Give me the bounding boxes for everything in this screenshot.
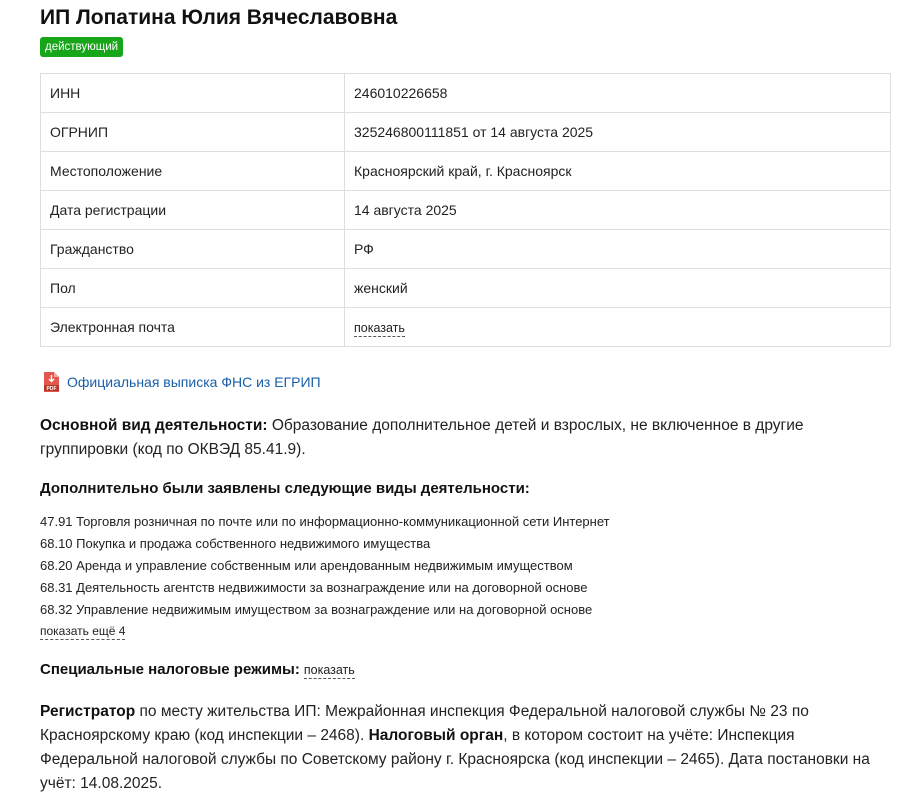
tax-regimes-row <box>40 661 355 678</box>
registration-date-label: Дата регистрации <box>41 191 345 230</box>
show-more-activities-link[interactable]: показать ещё 4 <box>40 624 126 638</box>
main-activity-text: Образование дополнительное детей и взрослых, не включенное в другие группировки (код по ОКВЭД 85.41.9). <box>40 417 804 458</box>
tax-authority-label: Налоговый орган <box>368 727 504 744</box>
tax-regimes-heading: Специальные налоговые режимы: <box>40 661 300 678</box>
table-row <box>41 230 891 269</box>
table-row <box>41 191 891 230</box>
list-item: 68.10 Покупка и продажа собственного недвижимого имущества <box>40 536 431 551</box>
show-tax-regimes-link[interactable]: показать <box>303 663 355 677</box>
table-row <box>41 152 891 191</box>
show-more-container <box>40 624 125 638</box>
table-row <box>41 74 891 113</box>
status-badge: действующий <box>40 37 123 57</box>
registrar-info <box>40 700 890 796</box>
location-label: Местоположение <box>41 152 345 191</box>
pdf-extract-link[interactable]: Официальная выписка ФНС из ЕГРИП <box>67 374 321 390</box>
page-title: ИП Лопатина Юлия Вячеславовна <box>40 6 398 29</box>
gender-label: Пол <box>41 269 345 308</box>
inn-label: ИНН <box>41 74 345 113</box>
ogrnip-label: ОГРНИП <box>41 113 345 152</box>
ogrnip-value: 325246800111851 от 14 августа 2025 <box>345 113 891 152</box>
email-value-cell <box>345 308 891 347</box>
inn-value: 246010226658 <box>345 74 891 113</box>
list-item: 47.91 Торговля розничная по почте или по информационно-коммуникационной сети Интернет <box>40 514 610 529</box>
list-item: 68.32 Управление недвижимым имуществом за вознаграждение или на договорной основе <box>40 602 593 617</box>
pdf-icon-text: PDF <box>46 386 57 392</box>
registrar-text: по месту жительства ИП: Межрайонная инспекция Федеральной налоговой службы № 23 по Красноярскому краю (код инспекции – 2468). <box>40 703 809 744</box>
info-table <box>40 73 891 347</box>
table-row <box>41 113 891 152</box>
list-item: 68.31 Деятельность агентств недвижимости за вознаграждение или на договорной основе <box>40 580 588 595</box>
additional-activities-list <box>40 511 610 621</box>
pdf-file-icon <box>43 371 60 393</box>
citizenship-label: Гражданство <box>41 230 345 269</box>
list-item: 68.20 Аренда и управление собственным или арендованным недвижимым имуществом <box>40 558 573 573</box>
table-row <box>41 308 891 347</box>
table-row <box>41 269 891 308</box>
citizenship-value: РФ <box>345 230 891 269</box>
main-activity <box>40 414 890 462</box>
tax-authority-text: , в котором состоит на учёте: Инспекция Федеральной налоговой службы по Советскому району г. Красноярска (код инспекции – 2465). Дата постановки на учёт: 14.08.2025. <box>40 727 870 792</box>
main-activity-label: Основной вид деятельности: <box>40 417 268 434</box>
gender-value: женский <box>345 269 891 308</box>
location-value: Красноярский край, г. Красноярск <box>345 152 891 191</box>
registration-date-value: 14 августа 2025 <box>345 191 891 230</box>
additional-activities-heading: Дополнительно были заявлены следующие виды деятельности: <box>40 480 530 497</box>
email-label: Электронная почта <box>41 308 345 347</box>
registrar-label: Регистратор <box>40 703 136 720</box>
show-email-link[interactable]: показать <box>354 321 405 335</box>
